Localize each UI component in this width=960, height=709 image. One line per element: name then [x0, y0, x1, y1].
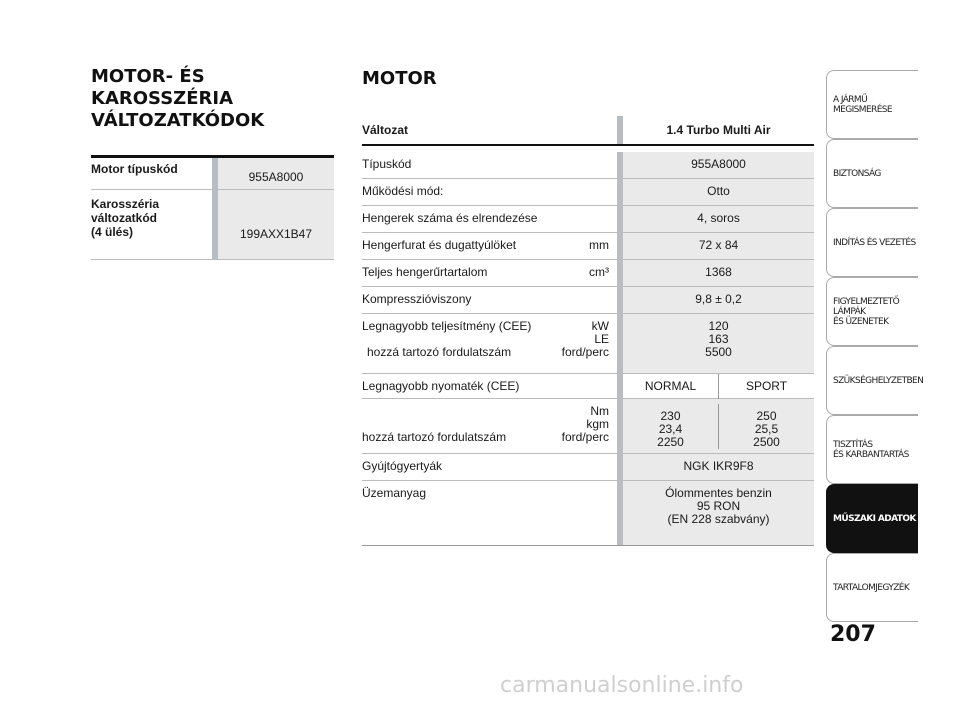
row-label: Motor típuskód — [91, 162, 178, 176]
tab-warning-lights[interactable]: FIGYELMEZTETŐ LÁMPÁK ÉS ÜZENETEK — [826, 277, 918, 346]
table-row-spark: Gyújtógyertyák NGK IKR9F8 — [362, 454, 814, 481]
table-row: Típuskód 955A8000 — [362, 152, 814, 179]
header-label: Változat — [362, 123, 409, 137]
section-title-motor: MOTOR — [362, 68, 437, 89]
row-value: 955A8000 — [218, 158, 334, 189]
table-header — [362, 116, 814, 146]
row-label: Karosszéria változatkód (4 ülés) — [91, 197, 160, 239]
tab-technical-data[interactable]: MŰSZAKI ADATOK — [826, 484, 918, 553]
table-row: Hengerek száma és elrendezése 4, soros — [362, 206, 814, 233]
table-row-torque: Nm kgm hozzá tartozó fordulatszám ford/perc 230 23,4 2250 250 25,5 2500 — [362, 399, 814, 454]
tab-maintenance[interactable]: TISZTÍTÁS ÉS KARBANTARTÁS — [826, 415, 918, 484]
tab-vehicle-intro[interactable]: A JÁRMŰ MEGISMERÉSE — [826, 70, 918, 139]
codes-table — [91, 155, 334, 260]
table-row: Működési mód: Otto — [362, 179, 814, 206]
chapter-tabs — [826, 70, 924, 622]
tab-safety[interactable]: BIZTONSÁG — [826, 139, 918, 208]
page-number: 207 — [830, 622, 876, 647]
row-value: 199AXX1B47 — [218, 190, 334, 259]
table-row-torque-header: Legnagyobb nyomaték (CEE) NORMAL SPORT — [362, 374, 814, 399]
section-title-codes: MOTOR- ÉS KAROSSZÉRIA VÁLTOZATKÓDOK — [91, 66, 265, 131]
tab-index[interactable]: TARTALOMJEGYZÉK — [826, 553, 918, 622]
table-row — [91, 190, 334, 260]
table-row-fuel: Üzemanyag Ólommentes benzin 95 RON (EN 228 szabvány) — [362, 481, 814, 546]
table-row — [91, 158, 334, 190]
table-row: Teljes hengerűrtartalom cm³ 1368 — [362, 260, 814, 287]
tab-emergency[interactable]: SZÜKSÉGHELYZETBEN — [826, 346, 918, 415]
table-row: Kompresszióviszony 9,8 ± 0,2 — [362, 287, 814, 314]
tab-starting-driving[interactable]: INDÍTÁS ÉS VEZETÉS — [826, 208, 918, 277]
watermark: carmanualsonline.info — [500, 673, 744, 698]
table-row-power: Legnagyobb teljesítmény (CEE) kW LE hozzá tartozó fordulatszám ford/perc 120 163 5500 — [362, 314, 814, 374]
header-value: 1.4 Turbo Multi Air — [623, 116, 814, 144]
table-row: Hengerfurat és dugattyúlöket mm 72 x 84 — [362, 233, 814, 260]
motor-table — [362, 116, 814, 546]
